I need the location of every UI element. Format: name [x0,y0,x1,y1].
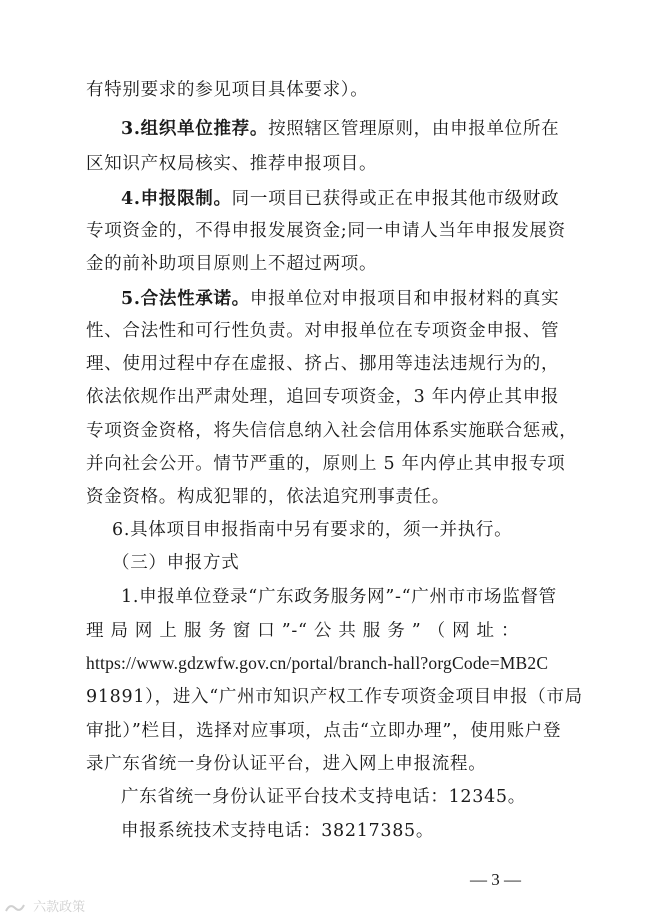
section-title: （三）申报方式 [112,553,240,573]
text-line: 理 局 网 上 服 务 窗 口 ”-“ 公 共 服 务 ” （ 网 址 ： [86,621,520,641]
text-line: 申报系统技术支持电话：38217385。 [121,821,435,841]
text-line: 审批）”栏目，选择对应事项，点击“立即办理”，使用账户登 [86,721,562,741]
watermark-logo-icon [4,901,26,915]
text-line: 1.申报单位登录“广东政务服务网”-“广州市市场监督管 [121,587,557,607]
text-line: 3.组织单位推荐。按照辖区管理原则，由申报单位所在 [121,119,560,139]
text-line: 录广东省统一身份认证平台，进入网上申报流程。 [86,754,487,774]
watermark [4,896,85,915]
text-line: 理、使用过程中存在虚报、挤占、挪用等违法违规行为的， [86,354,560,374]
section-heading: 4.申报限制。 [121,189,232,209]
text-line: 专项资金的，不得申报发展资金;同一申请人当年申报发展资 [86,221,566,241]
text-line: 资金资格。构成犯罪的，依法追究刑事责任。 [86,487,450,507]
text-line: 金的前补助项目原则上不超过两项。 [86,254,378,274]
url-text: https://www.gdzwfw.gov.cn/portal/branch-hall?orgCode=MB2C [86,653,549,673]
text-line: 6.具体项目申报指南中另有要求的，须一并执行。 [112,520,513,540]
watermark-text: 六款政策 [33,900,86,915]
text-line: 专项资金资格，将失信信息纳入社会信用体系实施联合惩戒， [86,421,578,441]
text-line: 性、合法性和可行性负责。对申报单位在专项资金申报、管 [86,321,560,341]
text-line: 依法依规作出严肃处理，追回专项资金，3 年内停止其申报 [86,387,560,407]
text-line: 广东省统一身份认证平台技术支持电话：12345。 [121,787,526,807]
text-line: 并向社会公开。情节严重的，原则上 5 年内停止其申报专项 [86,454,566,474]
section-heading: 3.组织单位推荐。 [121,119,269,139]
text-line: 区知识产权局核实、推荐申报项目。 [86,154,378,174]
page-number: — 3 — [470,870,521,889]
text-line: 有特别要求的参见项目具体要求）。 [86,80,369,100]
text-line: 4.申报限制。同一项目已获得或正在申报其他市级财政 [121,189,560,209]
text-line: 91891），进入“广州市知识产权工作专项资金项目申报（市局 [86,687,583,707]
section-heading: 5.合法性承诺。 [121,289,250,309]
text-line: 5.合法性承诺。申报单位对申报项目和申报材料的真实 [121,289,560,309]
